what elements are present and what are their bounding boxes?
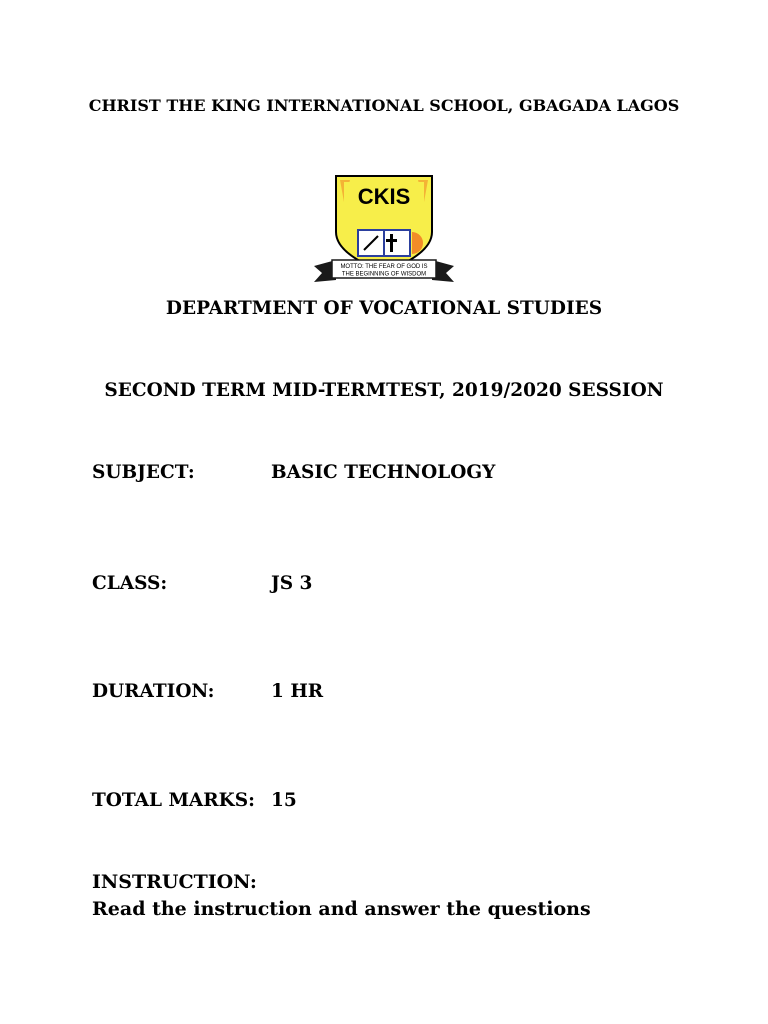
class-value: JS 3: [271, 573, 313, 594]
duration-value: 1 HR: [271, 681, 324, 702]
total-marks-label: TOTAL MARKS:: [92, 790, 255, 811]
subject-value: BASIC TECHNOLOGY: [271, 462, 496, 483]
total-marks-value: 15: [271, 790, 297, 811]
subject-label: SUBJECT:: [92, 462, 195, 483]
instruction-text: Read the instruction and answer the questions: [92, 898, 591, 920]
class-label: CLASS:: [92, 573, 168, 594]
logo-cross-vertical: [390, 234, 393, 252]
logo-initials: CKIS: [357, 184, 411, 209]
test-title: SECOND TERM MID-TERMTEST, 2019/2020 SESSION: [104, 380, 664, 401]
department-title: DEPARTMENT OF VOCATIONAL STUDIES: [165, 298, 603, 319]
school-name: CHRIST THE KING INTERNATIONAL SCHOOL, GBAGADA LAGOS: [88, 96, 680, 115]
logo-motto-line2: THE BEGINNING OF WISDOM: [341, 271, 427, 278]
duration-label: DURATION:: [92, 681, 215, 702]
school-logo: [310, 172, 458, 286]
logo-cross-horizontal: [386, 239, 397, 242]
logo-motto-line1: MOTTO: THE FEAR OF GOD IS: [340, 264, 428, 270]
instruction-heading: INSTRUCTION:: [92, 871, 257, 893]
